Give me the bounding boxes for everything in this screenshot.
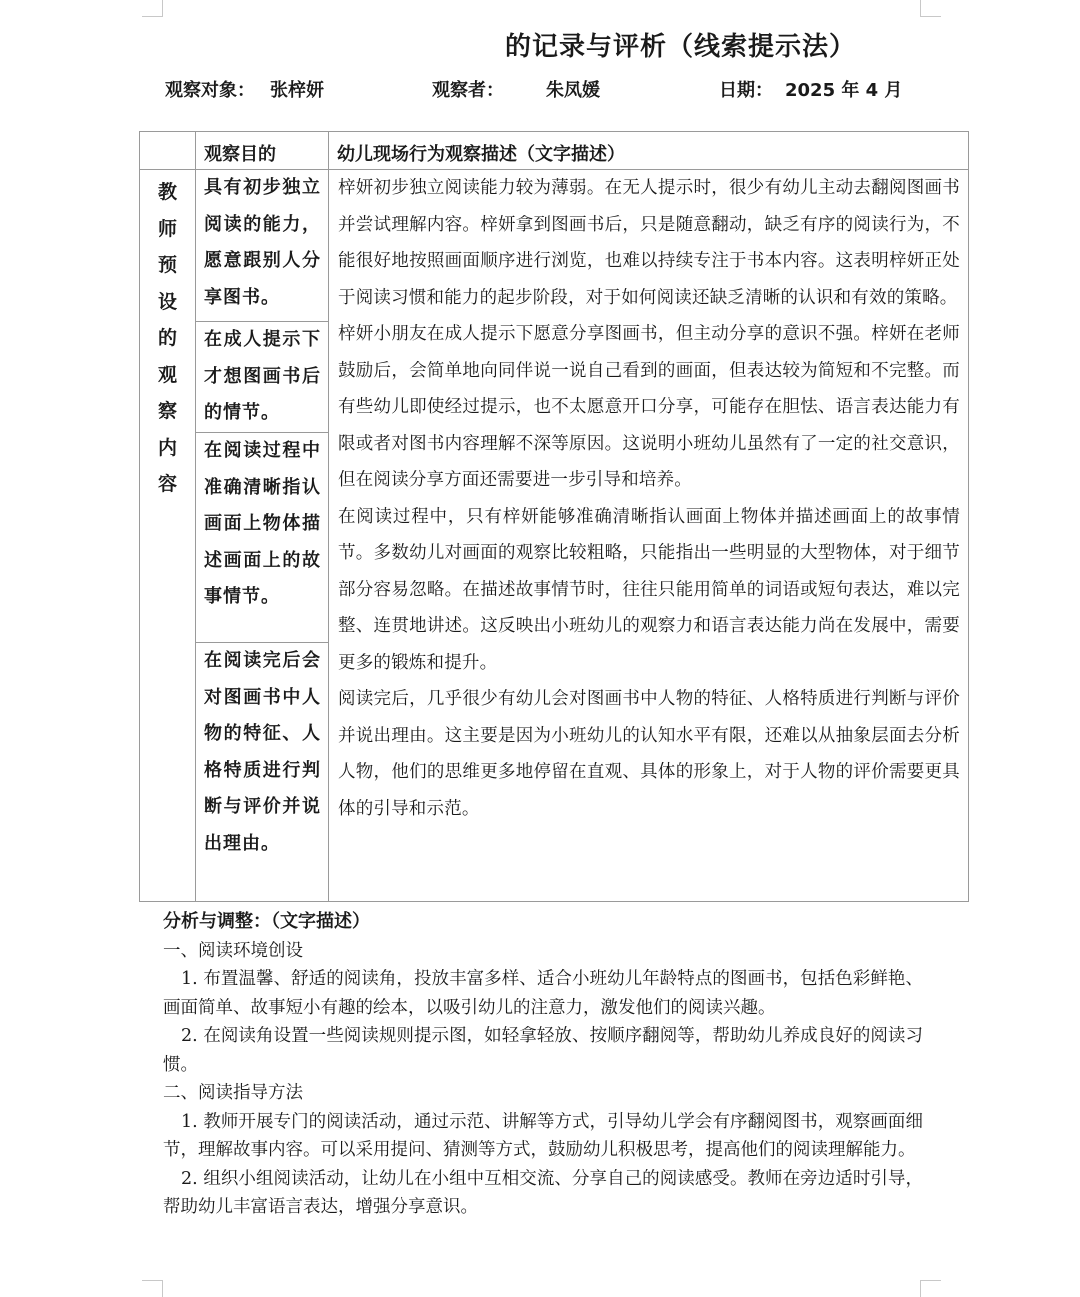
target-value: 张梓妍	[270, 80, 324, 101]
side-label: 教师预设的观察内容	[158, 181, 178, 495]
description-cell	[329, 170, 969, 902]
description-text: 在阅读过程中，只有梓妍能够准确清晰指认画面上物体并描述画面上的故事情节。多数幼儿对画面的观察比较粗略，只能指出一些明显的大型物体，对于细节部分容易忽略。在描述故事情节时，往往只能用简单的词语或短句表达，难以完整、连贯地讲述。这反映出小班幼儿的观察力和语言表达能力尚在发展中，需要更多的锻炼和提升。	[338, 506, 960, 673]
list-item: 1. 教师开展专门的阅读活动，通过示范、讲解等方式，引导幼儿学会有序翻阅图书，观察画面细节，理解故事内容。可以采用提问、猜测等方式，鼓励幼儿积极思考，提高他们的阅读理解能力。	[163, 1111, 923, 1160]
document-title: 的记录与评析（线索提示法）	[505, 32, 857, 62]
goal-cell	[196, 433, 329, 643]
observer-label: 观察者：	[432, 80, 504, 101]
goal-text: 在成人提示下才想图画书后的情节。	[204, 329, 321, 423]
goal-text: 具有初步独立阅读的能力，愿意跟别人分享图书。	[204, 177, 321, 308]
list-item: 2. 在阅读角设置一些阅读规则提示图，如轻拿轻放、按顺序翻阅等，帮助幼儿养成良好的阅读习惯。	[163, 1026, 923, 1075]
table-row	[140, 170, 969, 322]
goal-text: 在阅读完后会对图画书中人物的特征、人格特质进行判断与评价并说出理由。	[204, 650, 321, 854]
description-text: 阅读完后，几乎很少有幼儿会对图画书中人物的特征、人格特质进行判断与评价并说出理由。这主要是因为小班幼儿的认知水平有限，还难以从抽象层面去分析人物，他们的思维更多地停留在直观、具体的形象上，对于人物的评价需要更具体的引导和示范。	[338, 689, 960, 819]
header-blank-cell	[140, 132, 196, 170]
date-value: 2025 年 4 月	[785, 80, 903, 101]
crop-mark-bottom-right	[920, 1280, 941, 1297]
list-item: 2. 组织小组阅读活动，让幼儿在小组中互相交流、分享自己的阅读感受。教师在旁边适时引导，帮助幼儿丰富语言表达，增强分享意识。	[163, 1168, 923, 1217]
observer-value: 朱凤媛	[546, 80, 600, 101]
target-label: 观察对象：	[165, 80, 255, 101]
goal-cell	[196, 170, 329, 322]
analysis-heading: 分析与调整：（文字描述）	[163, 911, 370, 932]
goal-cell	[196, 322, 329, 433]
description-text: 梓妍小朋友在成人提示下愿意分享图画书，但主动分享的意识不强。梓妍在老师鼓励后，会简单地向同伴说一说自己看到的画面，但表达较为简短和不完整。而有些幼儿即使经过提示，也不太愿意开口分享，可能存在胆怯、语言表达能力有限或者对图书内容理解不深等原因。这说明小班幼儿虽然有了一定的社交意识，但在阅读分享方面还需要进一步引导和培养。	[338, 324, 960, 490]
analysis-section	[163, 908, 923, 1222]
table-header-row	[140, 132, 969, 170]
goal-text: 在阅读过程中准确清晰指认画面上物体描述画面上的故事情节。	[204, 440, 321, 607]
crop-mark-bottom-left	[142, 1280, 163, 1297]
side-label-cell	[140, 170, 196, 902]
goal-cell	[196, 643, 329, 902]
list-item: 1. 布置温馨、舒适的阅读角，投放丰富多样、适合小班幼儿年龄特点的图画书，包括色彩鲜艳、画面简单、故事短小有趣的绘本，以吸引幼儿的注意力，激发他们的阅读兴趣。	[163, 969, 923, 1018]
header-goal: 观察目的	[196, 132, 329, 170]
crop-mark-top-right	[920, 0, 941, 17]
section-title: 二、阅读指导方法	[163, 1083, 303, 1103]
description-text: 梓妍初步独立阅读能力较为薄弱。在无人提示时，很少有幼儿主动去翻阅图画书并尝试理解内容。梓妍拿到图画书后，只是随意翻动，缺乏有序的阅读行为，不能很好地按照画面顺序进行浏览，也难以持续专注于书本内容。这表明梓妍正处于阅读习惯和能力的起步阶段，对于如何阅读还缺乏清晰的认识和有效的策略。	[338, 178, 960, 308]
observation-table	[139, 131, 969, 902]
date-label: 日期：	[719, 80, 773, 101]
section-title: 一、阅读环境创设	[163, 940, 303, 961]
header-description: 幼儿现场行为观察描述（文字描述）	[329, 132, 969, 170]
crop-mark-top-left	[142, 0, 163, 17]
